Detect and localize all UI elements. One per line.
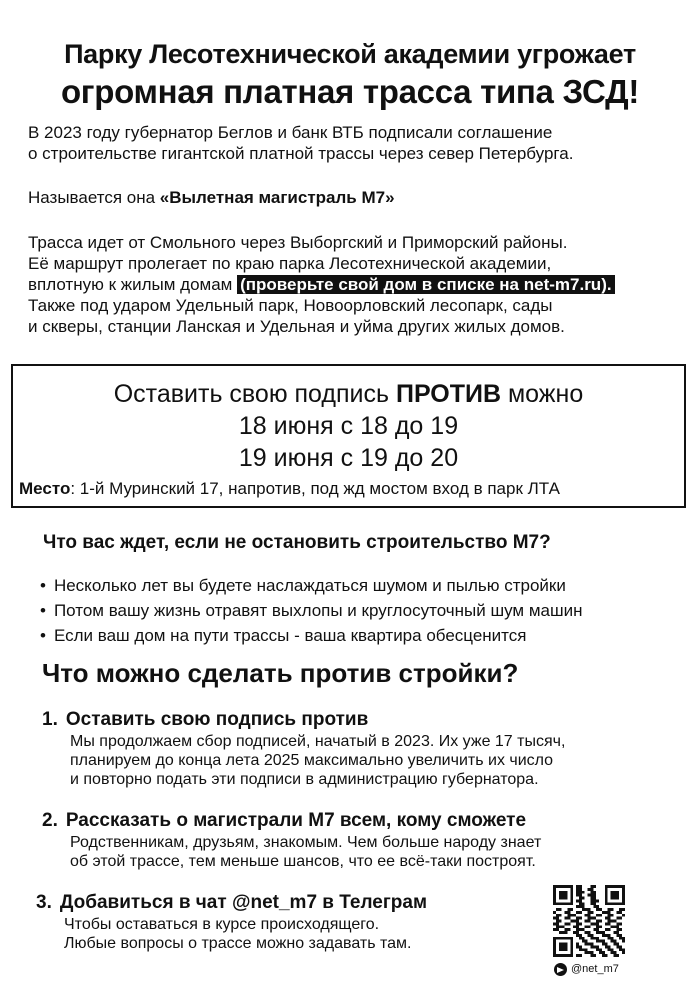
- list-item: • Несколько лет вы будете наслаждаться шумом и пылью стройки: [40, 573, 583, 598]
- list-item: • Потом вашу жизнь отравят выхлопы и круглосуточный шум машин: [40, 598, 583, 623]
- telegram-icon: [554, 963, 567, 976]
- telegram-handle[interactable]: [554, 962, 619, 976]
- intro-line: о строительстве гигантской платной трассы через север Петербурга.: [28, 144, 574, 163]
- intro-line: В 2023 году губернатор Беглов и банк ВТБ подписали соглашение: [28, 123, 553, 142]
- check-house-highlight: (проверьте свой дом в списке на net-m7.ru).: [237, 275, 615, 294]
- signing-place: [19, 479, 560, 499]
- signing-date-2: 19 июня с 19 до 20: [238, 444, 459, 472]
- intro-paragraph-1: [28, 122, 678, 164]
- route-line-prefix: вплотную к жилым домам: [28, 275, 238, 294]
- consequences-heading: Что вас ждет, если не остановить строительство М7?: [43, 532, 551, 553]
- step-title: Рассказать о магистрали М7 всем, кому сможете: [65, 810, 527, 831]
- highway-name-prefix: Называется она: [28, 188, 160, 207]
- step-title: Добавиться в чат @net_m7 в Телеграм: [59, 892, 428, 913]
- route-paragraph: [28, 232, 678, 337]
- against-bold: ПРОТИВ: [395, 380, 502, 408]
- action-step-1: [42, 708, 565, 789]
- step-line: Любые вопросы о трассе можно задавать там.: [64, 935, 412, 952]
- step-number: 3.: [36, 892, 52, 913]
- telegram-handle-text: @net_m7: [571, 963, 619, 975]
- place-label: Место: [19, 479, 71, 498]
- step-line: об этой трассе, тем меньше шансов, что ее всё-таки построят.: [70, 853, 536, 870]
- route-line: и скверы, станции Ланская и Удельная и уйма других жилых домов.: [28, 317, 565, 336]
- actions-heading: Что можно сделать против стройки?: [42, 658, 519, 688]
- highway-name: [28, 187, 678, 208]
- signing-box: [11, 364, 686, 508]
- list-item: • Если ваш дом на пути трассы - ваша квартира обесценится: [40, 623, 583, 648]
- route-line: Трасса идет от Смольного через Выборгский и Приморский районы.: [28, 233, 568, 252]
- title-line-2: огромная платная трасса типа ЗСД!: [60, 73, 640, 110]
- highway-name-bold: «Вылетная магистраль М7»: [159, 188, 395, 207]
- step-title: Оставить свою подпись против: [65, 709, 369, 730]
- step-line: Чтобы оставаться в курсе происходящего.: [64, 916, 380, 933]
- route-line: Её маршрут пролегает по краю парка Лесотехнической академии,: [28, 254, 552, 273]
- step-line: и повторно подать эти подписи в администрацию губернатора.: [70, 771, 539, 788]
- action-step-3: [36, 891, 427, 953]
- step-line: Мы продолжаем сбор подписей, начатый в 2023. Их уже 17 тысяч,: [70, 733, 566, 750]
- consequences-list: [40, 573, 583, 648]
- signing-date-1: 18 июня с 18 до 19: [238, 412, 459, 440]
- signing-headline: Оставить свою подпись ПРОТИВ можно: [113, 380, 584, 408]
- step-line: планируем до конца лета 2025 максимально увеличить их число: [70, 752, 554, 769]
- place-value: : 1-й Муринский 17, напротив, под жд мостом вход в парк ЛТА: [70, 479, 560, 498]
- title-line-1: Парку Лесотехнической академии угрожает: [64, 39, 636, 69]
- step-number: 2.: [42, 810, 58, 831]
- action-step-2: [42, 809, 541, 871]
- step-number: 1.: [42, 709, 58, 730]
- step-line: Родственникам, друзьям, знакомым. Чем больше народу знает: [70, 834, 542, 851]
- route-line: Также под ударом Удельный парк, Новоорловский лесопарк, сады: [28, 296, 553, 315]
- qr-code[interactable]: [553, 885, 625, 957]
